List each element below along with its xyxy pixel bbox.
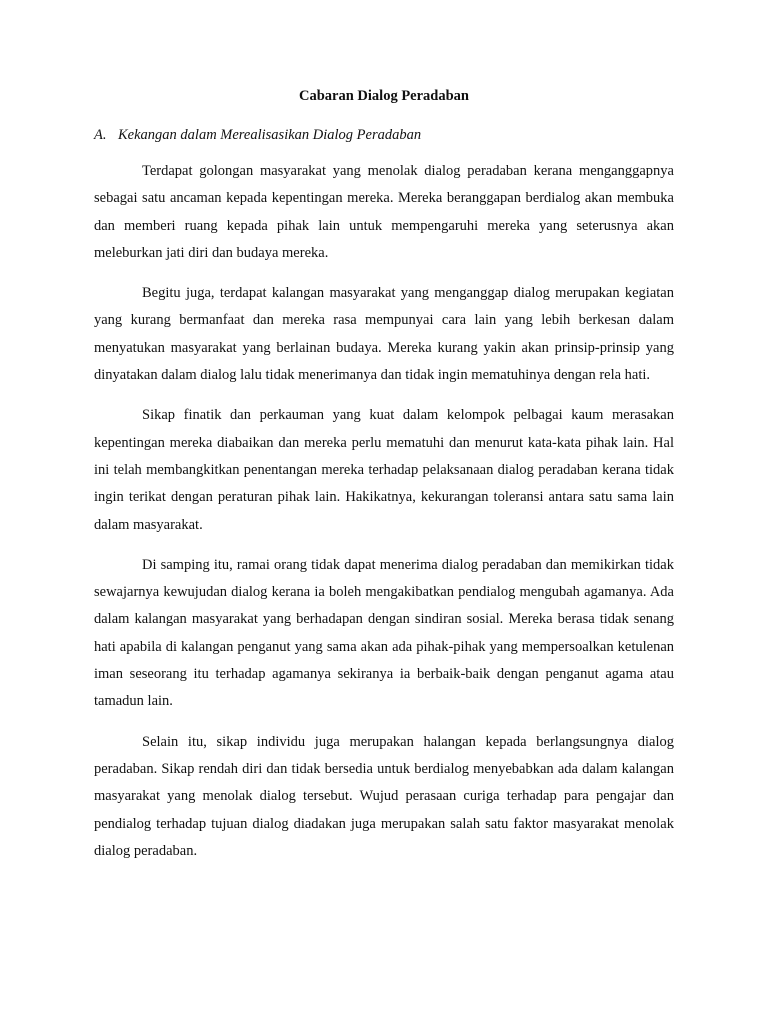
- document-title: Cabaran Dialog Peradaban: [299, 88, 469, 104]
- section-heading: [94, 125, 674, 145]
- section-heading-text: Kekangan dalam Merealisasikan Dialog Peradaban: [118, 127, 422, 143]
- paragraph-2: Begitu juga, terdapat kalangan masyarakat yang menganggap dialog merupakan kegiatan yang kurang bermanfaat dan mereka rasa mempunyai cara lain yang lebih berkesan dalam menyatukan masyarakat yang berlainan budaya. Mereka kurang yakin akan prinsip-prinsip yang dinyatakan dalam dialog lalu tidak menerimanya dan tidak ingin mematuhinya dengan rela hati.: [94, 285, 674, 384]
- paragraph-1: Terdapat golongan masyarakat yang menolak dialog peradaban kerana menganggapnya sebagai satu ancaman kepada kepentingan mereka. Mereka beranggapan berdialog akan membuka dan memberi ruang kepada pihak lain untuk mempengaruhi mereka yang seterusnya akan meleburkan jati diri dan budaya mereka.: [94, 163, 674, 261]
- paragraph-3: Sikap finatik dan perkauman yang kuat dalam kelompok pelbagai kaum merasakan kepentingan mereka diabaikan dan mereka perlu mematuhi dan menurut kata-kata pihak lain. Hal ini telah membangkitkan penentangan mereka terhadap pelaksanaan dialog peradaban kerana tidak ingin terikat dengan peraturan pihak lain. Hakikatnya, kekurangan toleransi antara satu sama lain dalam masyarakat.: [94, 407, 674, 533]
- paragraph-5: Selain itu, sikap individu juga merupakan halangan kepada berlangsungnya dialog peradaban. Sikap rendah diri dan tidak bersedia untuk berdialog menyebabkan ada dalam kalangan masyarakat yang menolak dialog tersebut. Wujud perasaan curiga terhadap para pengajar dan pendialog terhadap tujuan dialog diadakan juga merupakan salah satu faktor masyarakat menolak dialog peradaban.: [94, 733, 674, 859]
- paragraph-4: Di samping itu, ramai orang tidak dapat menerima dialog peradaban dan memikirkan tidak sewajarnya kewujudan dialog kerana ia boleh mengakibatkan pendialog mengubah agamanya. Ada dalam kalangan masyarakat yang berhadapan dengan sindiran sosial. Mereka berasa tidak senang hati apabila di kalangan penganut yang sama akan ada pihak-pihak yang mempersoalkan ketulenan iman seseorang itu terhadap agamanya sekiranya ia berbaik-baik dengan penganut agama atau tamadun lain.: [94, 556, 674, 710]
- section-number: A.: [94, 127, 107, 143]
- document-page: [94, 86, 674, 878]
